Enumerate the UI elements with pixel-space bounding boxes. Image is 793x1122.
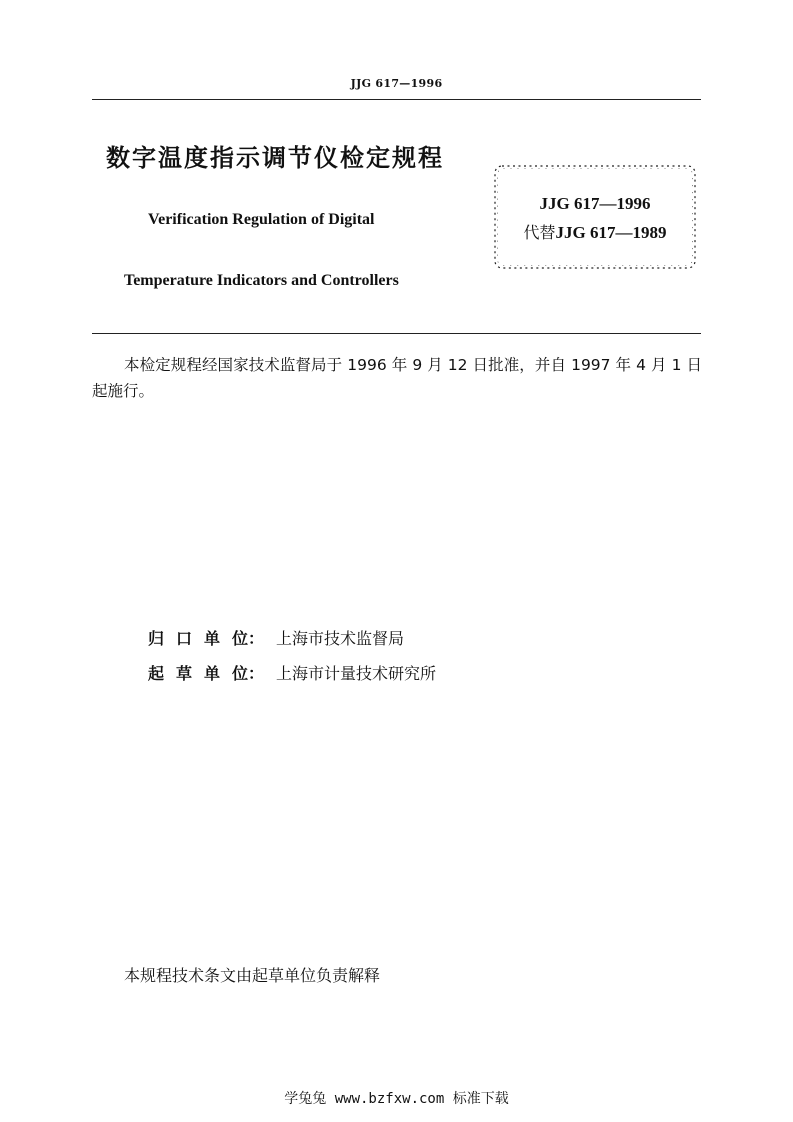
- drafting-unit-value: 上海市计量技术研究所: [276, 664, 437, 683]
- dotted-border-frame: [493, 164, 697, 270]
- responsible-unit-value: 上海市技术监督局: [276, 629, 405, 648]
- approval-statement: 本检定规程经国家技术监督局于 1996 年 9 月 12 日批准，并自 1997 年 4 月 1 日起施行。: [92, 356, 702, 400]
- title-chinese: 数字温度指示调节仪检定规程: [106, 144, 444, 172]
- responsible-unit-row: [148, 626, 404, 649]
- standard-code: JJG 617—1996: [539, 194, 651, 213]
- footer-watermark: 学兔兔 www.bzfxw.com 标准下载: [284, 1091, 509, 1107]
- header-standard-code: JJG 617—1996: [350, 77, 443, 90]
- replaces-code: JJG 617—1989: [555, 223, 667, 242]
- top-divider: [92, 99, 701, 100]
- title-english-line1: Verification Regulation of Digital: [148, 211, 375, 228]
- interpretation-note: 本规程技术条文由起草单位负责解释: [124, 966, 381, 985]
- replaces-standard: [493, 220, 697, 243]
- responsible-unit-label: 归 口 单 位：: [148, 629, 265, 648]
- drafting-unit-row: [148, 661, 436, 684]
- middle-divider: [92, 333, 701, 334]
- replaces-prefix: 代替: [523, 223, 556, 242]
- title-english-line2: Temperature Indicators and Controllers: [124, 272, 399, 289]
- standard-code-box: [493, 164, 697, 270]
- drafting-unit-label: 起 草 单 位：: [148, 664, 265, 683]
